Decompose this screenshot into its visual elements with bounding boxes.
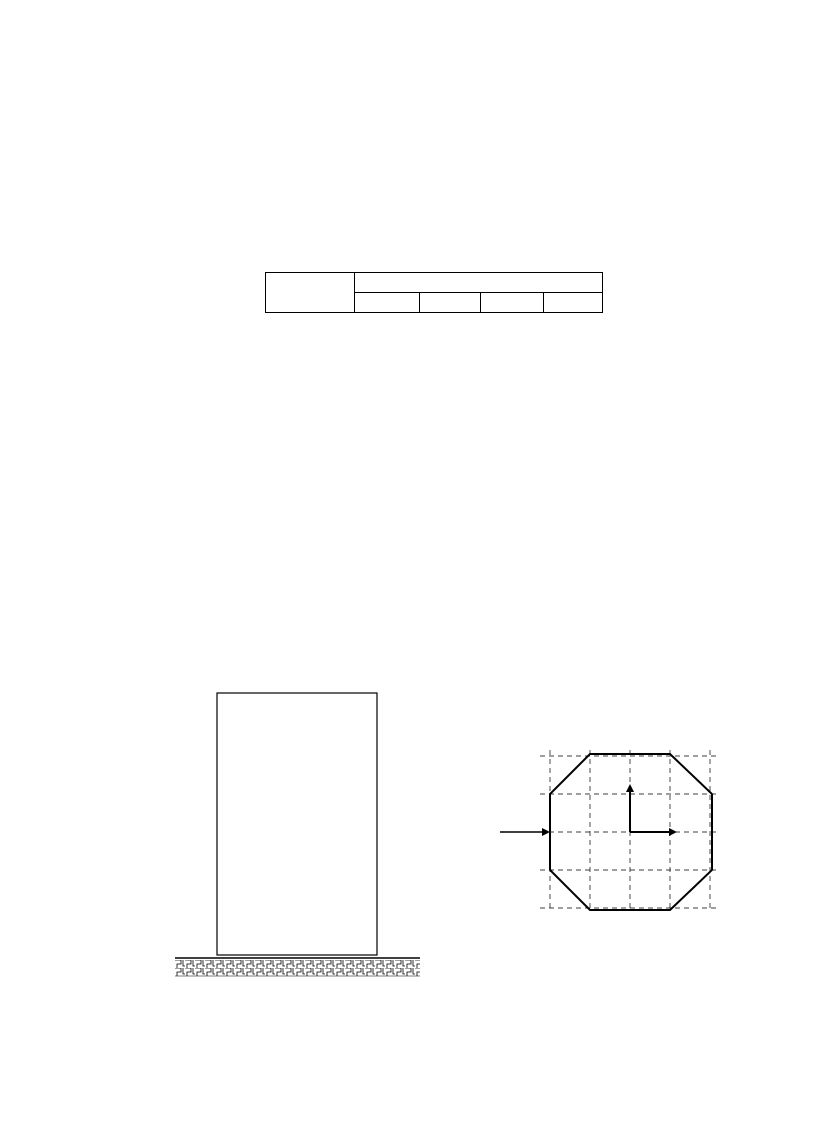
elevation-wind-diagram [165, 688, 430, 1006]
header-ttinh [481, 293, 544, 313]
plan-octagon-diagram [495, 740, 745, 940]
header-height [266, 273, 355, 313]
ground-hatch [175, 958, 420, 976]
y-axis-arrowhead [626, 784, 634, 792]
building-frame [217, 693, 377, 955]
x-axis-arrowhead [669, 828, 677, 836]
wind-load-table [265, 272, 603, 313]
header-tdong [420, 293, 481, 313]
header-wp [355, 293, 420, 313]
header-t [544, 293, 603, 313]
table-header-row [266, 273, 603, 293]
header-group [355, 273, 603, 293]
wind-force-arrowhead [542, 828, 550, 836]
